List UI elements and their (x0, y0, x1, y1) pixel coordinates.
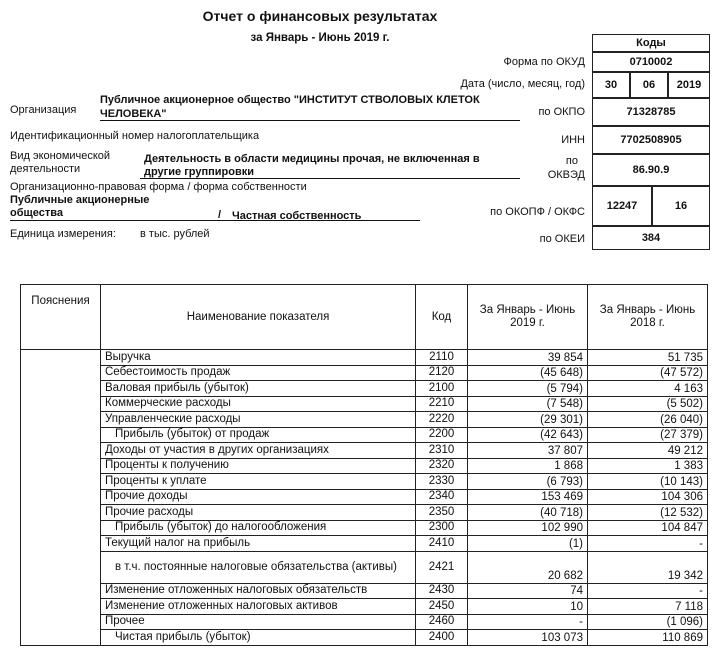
row-value-2018: 49 212 (588, 443, 708, 459)
row-code: 2421 (416, 551, 468, 583)
row-name: Прибыль (убыток) до налогообложения (101, 520, 416, 536)
table-row (21, 365, 708, 381)
date-label: Дата (число, месяц, год) (460, 78, 585, 90)
row-value-2019: 37 807 (468, 443, 588, 459)
row-value-2019: 1 868 (468, 458, 588, 474)
row-value-2018: (12 532) (588, 505, 708, 521)
row-value-2018: 19 342 (588, 551, 708, 583)
report-title: Отчет о финансовых результатах (202, 8, 438, 24)
row-code: 2350 (416, 505, 468, 521)
form-underline (10, 220, 420, 221)
org-name-line1: Публичное акционерное общество "ИНСТИТУТ СТВОЛОВЫХ КЛЕТОК (100, 94, 480, 106)
table-row (21, 520, 708, 536)
codes-header: Коды (592, 34, 710, 52)
row-value-2018: - (588, 583, 708, 599)
inn-label: Идентификационный номер налогоплательщика (10, 130, 260, 142)
okved-label-1: по (565, 155, 578, 167)
table-row (21, 505, 708, 521)
col-notes-header: Пояснения (21, 285, 101, 350)
row-code: 2110 (416, 350, 468, 366)
table-row (21, 412, 708, 428)
table-row (21, 427, 708, 443)
row-value-2018: - (588, 536, 708, 552)
report-period: за Январь - Июнь 2019 г. (250, 32, 390, 44)
form-line1: Публичные акционерные (10, 194, 150, 206)
row-name: Проценты к уплате (101, 474, 416, 490)
row-value-2019: (45 648) (468, 365, 588, 381)
row-code: 2300 (416, 520, 468, 536)
col-2018-header (588, 285, 708, 350)
row-value-2018: 7 118 (588, 599, 708, 615)
ownership: Частная собственность (232, 210, 362, 222)
okei-value: 384 (592, 226, 710, 250)
okfs-value: 16 (652, 186, 710, 226)
row-value-2019: 39 854 (468, 350, 588, 366)
row-name: Чистая прибыль (убыток) (101, 630, 416, 646)
row-value-2018: 110 869 (588, 630, 708, 646)
row-value-2019: (29 301) (468, 412, 588, 428)
row-code: 2310 (416, 443, 468, 459)
table-row (21, 536, 708, 552)
col-2019-line1: За Январь - Июнь (479, 304, 576, 316)
activity-label-2: деятельности (10, 163, 81, 175)
row-name: Доходы от участия в других организациях (101, 443, 416, 459)
activity-line1: Деятельность в области медицины прочая, не включенная в (144, 153, 480, 165)
col-2019-header (468, 285, 588, 350)
date-year: 2019 (668, 72, 710, 98)
okpo-value: 71328785 (592, 98, 710, 126)
row-name: Валовая прибыль (убыток) (101, 381, 416, 397)
row-name: Изменение отложенных налоговых обязательств (101, 583, 416, 599)
date-day: 30 (592, 72, 630, 98)
row-name: Прибыль (убыток) от продаж (101, 427, 416, 443)
row-name: Текущий налог на прибыль (101, 536, 416, 552)
inn-value: 7702508905 (592, 126, 710, 154)
row-value-2019: (7 548) (468, 396, 588, 412)
org-name-underline (100, 120, 520, 121)
row-name: Изменение отложенных налоговых активов (101, 599, 416, 615)
table-row (21, 583, 708, 599)
unit-value: в тыс. рублей (140, 228, 210, 240)
row-value-2018: (1 096) (588, 614, 708, 630)
col-2019-line2: 2019 г. (510, 317, 545, 329)
row-value-2019: (40 718) (468, 505, 588, 521)
row-name: Выручка (101, 350, 416, 366)
table-row (21, 614, 708, 630)
okopf-value: 12247 (592, 186, 652, 226)
financial-results-table (20, 284, 708, 646)
table-row (21, 396, 708, 412)
row-code: 2450 (416, 599, 468, 615)
row-value-2019: (6 793) (468, 474, 588, 490)
inn-code-label: ИНН (561, 134, 585, 146)
table-row (21, 551, 708, 583)
row-value-2019: 20 682 (468, 551, 588, 583)
row-value-2019: 10 (468, 599, 588, 615)
table-row (21, 630, 708, 646)
table-row (21, 443, 708, 459)
row-value-2018: 104 847 (588, 520, 708, 536)
col-code-header: Код (416, 285, 468, 350)
row-code: 2100 (416, 381, 468, 397)
okud-label: Форма по ОКУД (503, 56, 585, 68)
org-label: Организация (10, 104, 77, 116)
row-name: Управленческие расходы (101, 412, 416, 428)
table-row (21, 350, 708, 366)
row-code: 2400 (416, 630, 468, 646)
row-value-2018: 1 383 (588, 458, 708, 474)
row-name: Проценты к получению (101, 458, 416, 474)
row-value-2018: (47 572) (588, 365, 708, 381)
activity-line2: другие группировки (144, 166, 254, 178)
row-value-2018: 104 306 (588, 489, 708, 505)
okud-value: 0710002 (592, 52, 710, 72)
form-label: Организационно-правовая форма / форма собственности (10, 181, 307, 193)
row-name: Коммерческие расходы (101, 396, 416, 412)
date-month: 06 (630, 72, 668, 98)
okved-value: 86.90.9 (592, 154, 710, 186)
activity-underline (140, 178, 520, 179)
table-row (21, 474, 708, 490)
row-value-2019: 74 (468, 583, 588, 599)
row-value-2018: (5 502) (588, 396, 708, 412)
row-name: Прочие расходы (101, 505, 416, 521)
okopf-label: по ОКОПФ / ОКФС (490, 206, 585, 218)
row-value-2019: - (468, 614, 588, 630)
row-code: 2320 (416, 458, 468, 474)
row-value-2018: 4 163 (588, 381, 708, 397)
row-code: 2200 (416, 427, 468, 443)
table-row (21, 381, 708, 397)
row-value-2019: 103 073 (468, 630, 588, 646)
row-code: 2430 (416, 583, 468, 599)
table-header-row (21, 285, 708, 350)
row-code: 2410 (416, 536, 468, 552)
row-code: 2460 (416, 614, 468, 630)
row-name: Прочие доходы (101, 489, 416, 505)
row-value-2018: (26 040) (588, 412, 708, 428)
row-value-2018: (10 143) (588, 474, 708, 490)
form-line2: общества (10, 207, 64, 219)
okved-label-2: ОКВЭД (547, 169, 585, 181)
row-value-2019: (42 643) (468, 427, 588, 443)
okpo-label: по ОКПО (538, 106, 585, 118)
row-value-2019: (1) (468, 536, 588, 552)
row-name: в т.ч. постоянные налоговые обязательства (активы) (101, 551, 416, 583)
col-2018-line1: За Январь - Июнь (599, 304, 696, 316)
table-row (21, 489, 708, 505)
row-code: 2330 (416, 474, 468, 490)
row-value-2019: 153 469 (468, 489, 588, 505)
row-value-2018: (27 379) (588, 427, 708, 443)
form-slash: / (218, 209, 222, 221)
row-value-2019: 102 990 (468, 520, 588, 536)
okei-label: по ОКЕИ (539, 233, 585, 245)
col-2018-line2: 2018 г. (630, 317, 665, 329)
unit-label: Единица измерения: (10, 228, 116, 240)
row-code: 2340 (416, 489, 468, 505)
notes-cell (21, 350, 101, 646)
table-row (21, 458, 708, 474)
row-code: 2120 (416, 365, 468, 381)
row-name: Прочее (101, 614, 416, 630)
row-value-2019: (5 794) (468, 381, 588, 397)
row-code: 2210 (416, 396, 468, 412)
org-name-line2: ЧЕЛОВЕКА" (100, 108, 167, 120)
col-name-header: Наименование показателя (101, 285, 416, 350)
row-code: 2220 (416, 412, 468, 428)
activity-label-1: Вид экономической (10, 150, 111, 162)
row-name: Себестоимость продаж (101, 365, 416, 381)
table-row (21, 599, 708, 615)
row-value-2018: 51 735 (588, 350, 708, 366)
